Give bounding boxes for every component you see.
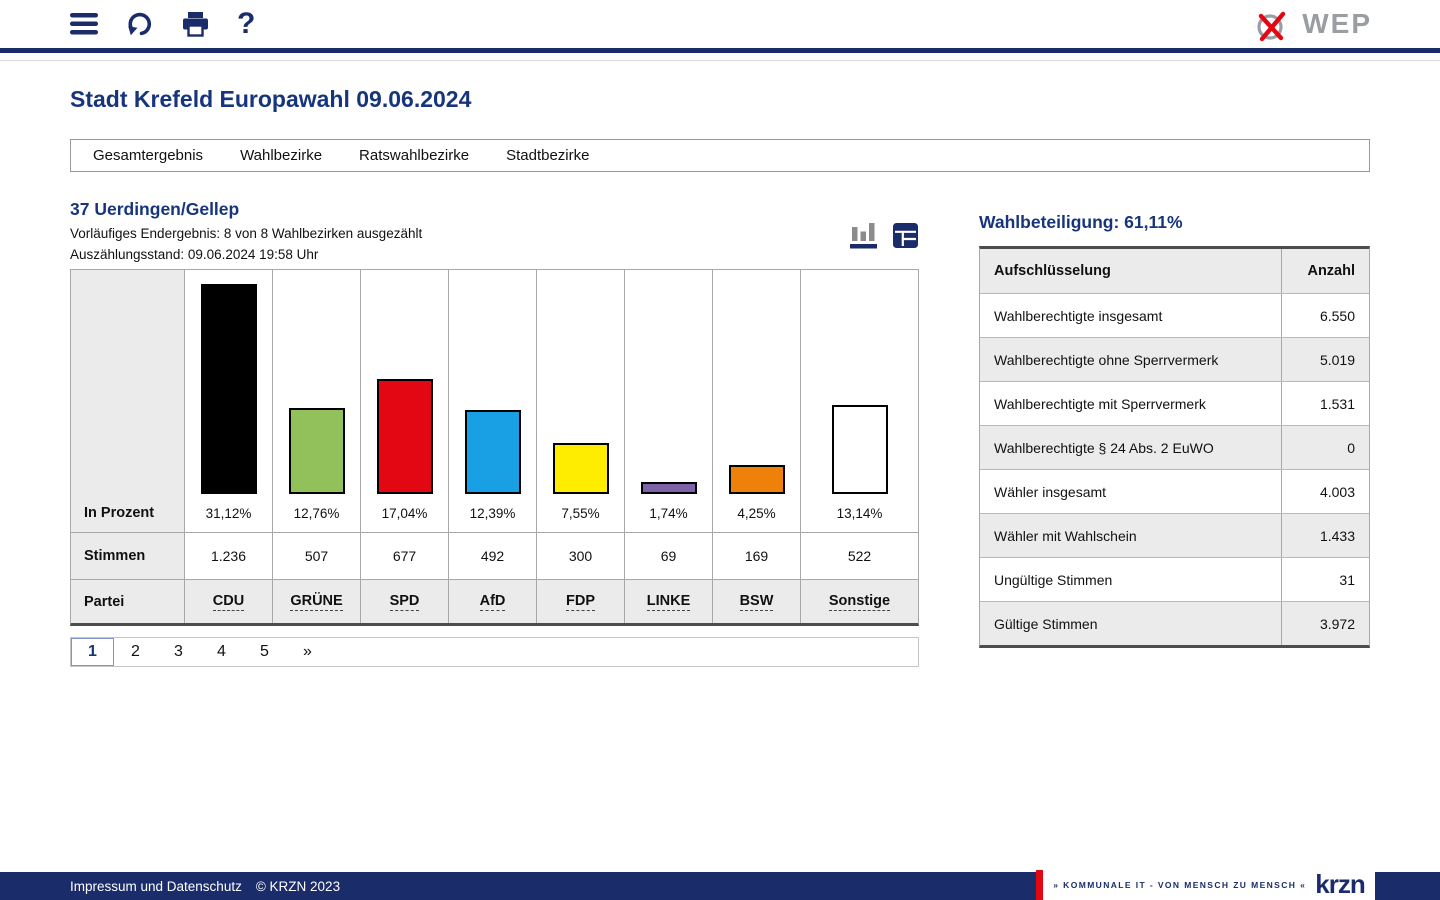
pagination-next[interactable]: » [303,643,312,660]
party-column-sonstige [800,270,918,623]
krzn-red-stripe [1036,870,1043,900]
turnout-row [980,249,1369,293]
chart-cell-linke [625,270,712,532]
party-cell-afd [449,579,536,623]
party-cell-sonstige [801,579,918,623]
tab-ratswahlbezirke[interactable]: Ratswahlbezirke [359,147,470,164]
tab-wahlbezirke[interactable]: Wahlbezirke [240,147,323,164]
chart-cell-bsw [713,270,800,532]
menu-icon [70,13,98,35]
party-row-label: Partei [84,593,125,610]
turnout-row-value: 1.531 [1281,382,1369,425]
turnout-row-value: 3.972 [1281,602,1369,645]
party-link-grüne[interactable]: GRÜNE [290,592,343,609]
party-link-linke[interactable]: LINKE [646,592,691,609]
turnout-header-count: Anzahl [1281,249,1369,293]
votes-value-cdu: 1.236 [185,532,272,579]
turnout-row-label: Wahlberechtigte § 24 Abs. 2 EuWO [994,439,1214,456]
turnout-row-label: Ungültige Stimmen [994,571,1113,588]
chart-cell-sonstige [801,270,918,532]
turnout-row-label: Gültige Stimmen [994,615,1098,632]
percent-label-sonstige: 13,14% [836,505,883,521]
party-column-grüne [272,270,360,623]
krzn-tagline: » KOMMUNALE IT - VON MENSCH ZU MENSCH « [1053,880,1307,890]
topbar-icons [70,7,255,41]
refresh-icon [126,10,154,38]
votes-value-spd: 677 [361,532,448,579]
party-link-sonstige[interactable]: Sonstige [828,592,891,609]
turnout-row-value: 31 [1281,558,1369,601]
turnout-row-value: 4.003 [1281,470,1369,513]
turnout-header-label: Aufschlüsselung [994,263,1111,279]
turnout-row [980,601,1369,645]
bar-grüne [289,408,345,494]
party-cell-linke [625,579,712,623]
party-link-spd[interactable]: SPD [389,592,420,609]
refresh-button[interactable] [126,7,154,41]
turnout-row-value: 6.550 [1281,294,1369,337]
percent-label-bsw: 4,25% [737,505,776,521]
turnout-row-label: Wähler insgesamt [994,483,1107,500]
percent-label-linke: 1,74% [649,505,688,521]
party-cell-fdp [537,579,624,623]
district-header [70,199,919,262]
percent-label-afd: 12,39% [469,505,516,521]
votes-value-fdp: 300 [537,532,624,579]
chart-cell-spd [361,270,448,532]
wep-wordmark: WEP [1302,8,1372,39]
bar-linke [641,482,697,494]
chart-cell-afd [449,270,536,532]
pagination-page-3[interactable]: 3 [174,643,183,660]
page-title: Stadt Krefeld Europawahl 09.06.2024 [70,86,472,112]
turnout-row-value: 0 [1281,426,1369,469]
votes-value-linke: 69 [625,532,712,579]
view-switcher [848,219,919,252]
impressum-link[interactable]: Impressum und Datenschutz [70,878,242,894]
turnout-row [980,337,1369,381]
turnout-row-label: Wahlberechtigte mit Sperrvermerk [994,395,1206,412]
turnout-row-label: Wahlberechtigte insgesamt [994,307,1163,324]
percent-row-label: In Prozent [84,505,155,521]
party-column-afd [448,270,536,623]
turnout-row [980,469,1369,513]
table-icon [892,222,919,249]
menu-button[interactable] [70,7,98,41]
print-icon [182,12,209,37]
help-icon: ? [237,7,256,40]
votes-value-bsw: 169 [713,532,800,579]
district-title: 37 Uerdingen/Gellep [70,199,240,219]
turnout-row [980,293,1369,337]
pagination-page-2[interactable]: 2 [131,643,140,660]
wep-logo [1254,4,1372,44]
bar-spd [377,379,433,494]
status-line-2: Auszählungsstand: 09.06.2024 19:58 Uhr [70,247,319,262]
party-column-bsw [712,270,800,623]
party-link-cdu[interactable]: CDU [212,592,245,609]
percent-label-spd: 17,04% [381,505,428,521]
footer [0,868,1440,900]
turnout-row-value: 5.019 [1281,338,1369,381]
percent-label-cdu: 31,12% [205,505,252,521]
pagination-page-5[interactable]: 5 [260,643,269,660]
table-view-button[interactable] [892,222,919,252]
help-button[interactable] [237,7,255,41]
turnout-table [979,246,1370,648]
status-line-1: Vorläufiges Endergebnis: 8 von 8 Wahlbezirken ausgezählt [70,226,423,241]
print-button[interactable] [182,7,209,41]
votes-row-label: Stimmen [84,548,146,564]
turnout-row [980,513,1369,557]
tab-gesamtergebnis[interactable]: Gesamtergebnis [93,147,204,164]
party-cell-grüne [273,579,360,623]
krzn-logo [1043,870,1375,900]
votes-value-afd: 492 [449,532,536,579]
header-divider-thin [0,53,1440,61]
results-section [70,172,919,667]
party-column-fdp [536,270,624,623]
party-link-fdp[interactable]: FDP [566,592,595,609]
topbar [0,0,1440,48]
main-content [0,86,1440,667]
chart-cell-fdp [537,270,624,532]
party-column-cdu [184,270,272,623]
turnout-row-value: 1.433 [1281,514,1369,557]
party-cell-spd [361,579,448,623]
party-link-afd[interactable]: AfD [479,592,506,609]
turnout-section [979,172,1370,667]
chart-view-button[interactable] [848,219,880,252]
party-link-bsw[interactable]: BSW [739,592,774,609]
copyright-text: © KRZN 2023 [255,878,341,894]
bar-cdu [201,284,257,494]
turnout-row [980,381,1369,425]
pagination-page-4[interactable]: 4 [217,643,226,660]
votes-value-sonstige: 522 [801,532,918,579]
party-cell-cdu [185,579,272,623]
percent-label-grüne: 12,76% [293,505,340,521]
turnout-row [980,425,1369,469]
wep-checkbox-icon [1254,4,1296,44]
results-bar-chart [70,269,919,626]
turnout-row [980,557,1369,601]
footer-links [70,879,340,894]
bar-chart-icon [848,219,880,249]
row-label-column [71,270,184,623]
bar-sonstige [832,405,888,494]
percent-label-fdp: 7,55% [561,505,600,521]
krzn-wordmark: krzn [1315,868,1365,899]
tabbar [70,139,1370,172]
pagination-page-1[interactable]: 1 [71,638,114,666]
turnout-row-label: Wahlberechtigte ohne Sperrvermerk [994,351,1219,368]
turnout-row-label: Wähler mit Wahlschein [994,527,1137,544]
chart-cell-grüne [273,270,360,532]
votes-value-grüne: 507 [273,532,360,579]
tab-stadtbezirke[interactable]: Stadtbezirke [506,147,590,164]
party-column-spd [360,270,448,623]
party-column-linke [624,270,712,623]
bar-bsw [729,465,785,494]
bar-afd [465,410,521,494]
bar-fdp [553,443,609,494]
party-cell-bsw [713,579,800,623]
turnout-title: Wahlbeteiligung: 61,11% [979,212,1183,232]
pagination [70,637,919,667]
content-row [70,172,1370,667]
chart-cell-cdu [185,270,272,532]
